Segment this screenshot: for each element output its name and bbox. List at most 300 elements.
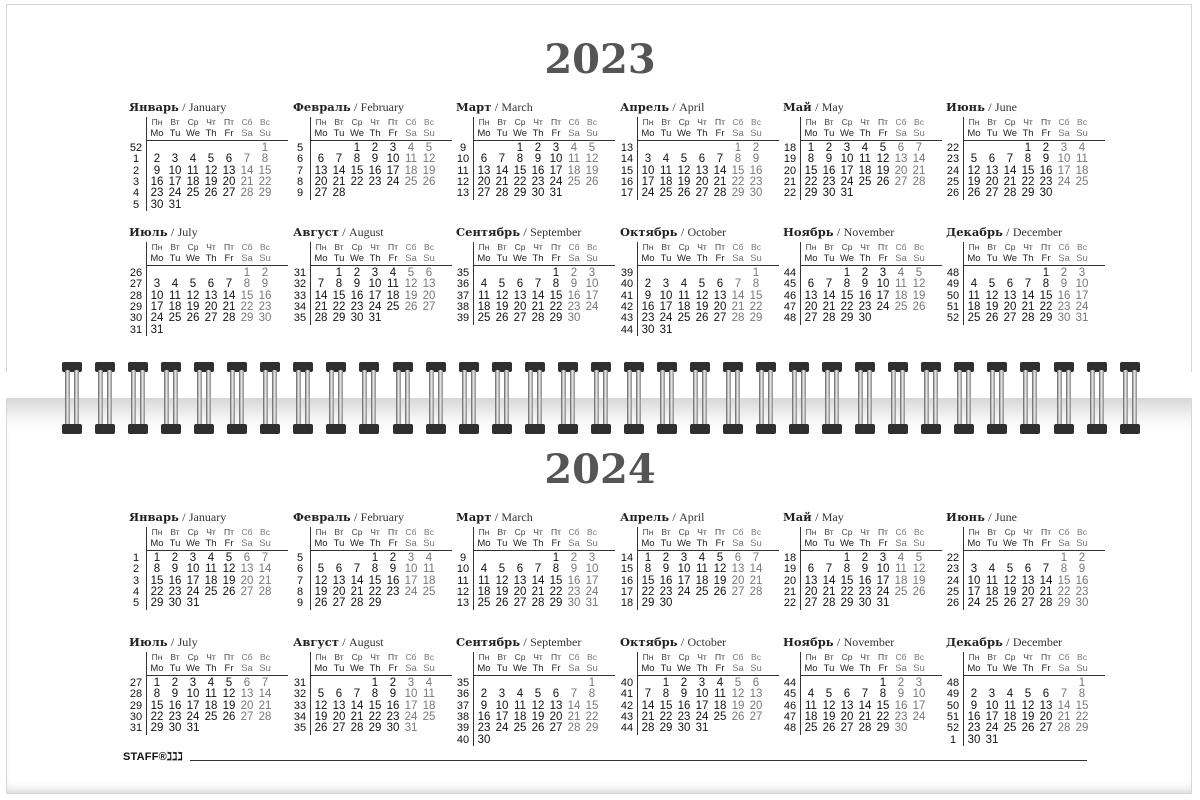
weekday-header-ru: Вт <box>824 527 834 537</box>
header-rule <box>473 265 615 266</box>
weekday-header-en: Fr <box>388 253 398 264</box>
day-cell: 27 <box>240 710 254 723</box>
ring-wire <box>438 370 443 426</box>
weekday-header-en: Mo <box>314 253 328 264</box>
day-cell: 10 <box>186 563 200 576</box>
weekday-header-ru: Ср <box>187 242 199 252</box>
day-cell: 19 <box>531 710 545 723</box>
weekday-header-ru: Вс <box>1077 527 1087 537</box>
day-cell: 13 <box>477 164 491 177</box>
week-rule <box>473 242 474 325</box>
day-cell: 26 <box>731 710 745 723</box>
day-cell: 26 <box>912 585 926 598</box>
ring-cap <box>657 424 677 434</box>
week-number: 17 <box>620 187 634 200</box>
day-cell: 24 <box>659 312 673 325</box>
day-cell: 15 <box>332 289 346 302</box>
weekday-header-ru: Вс <box>914 242 924 252</box>
day-cell: 23 <box>386 710 400 723</box>
weekday-header-en: Fr <box>551 663 561 674</box>
weekday-header-en: Su <box>913 663 925 674</box>
day-cell: 27 <box>894 175 908 188</box>
day-cell: 30 <box>749 187 763 200</box>
header-rule <box>473 675 615 676</box>
weekday-header-en: Fr <box>1041 663 1051 674</box>
day-cell: 5 <box>189 278 197 291</box>
day-cell: 2 <box>1060 267 1068 279</box>
header-rule <box>963 140 1105 141</box>
week-number: 40 <box>620 278 634 291</box>
day-cell: 18 <box>894 289 908 302</box>
month-title <box>293 225 384 240</box>
day-cell: 14 <box>350 699 364 712</box>
weekday-header-en: We <box>1002 128 1018 139</box>
ring-wire <box>603 370 608 426</box>
day-cell: 17 <box>386 164 400 177</box>
weekday-header-ru: Ср <box>841 652 853 662</box>
month-april-2024 <box>620 510 780 630</box>
day-cell: 6 <box>317 153 325 166</box>
day-cell: 6 <box>716 278 724 291</box>
day-cell: 27 <box>1039 722 1053 735</box>
day-cell: 2 <box>680 677 688 689</box>
weekday-header-en: Th <box>205 538 217 549</box>
week-rule <box>800 242 801 325</box>
day-cell: 19 <box>912 574 926 587</box>
day-cell: 18 <box>967 300 981 313</box>
weekday-header-ru: Пт <box>877 527 888 537</box>
day-cell: 7 <box>1060 688 1068 701</box>
day-cell: 22 <box>641 585 655 598</box>
week-number: 8 <box>296 175 304 188</box>
weekday-header-ru: Вт <box>334 652 344 662</box>
weekday-header-en: Su <box>1076 128 1088 139</box>
weekday-header-en: Tu <box>823 663 835 674</box>
day-cell: 5 <box>970 153 978 166</box>
day-cell: 5 <box>698 278 706 291</box>
spiral-ring <box>624 362 644 434</box>
weekday-header-en: Sa <box>1058 663 1070 674</box>
day-cell: 26 <box>495 597 509 610</box>
day-cell: 18 <box>477 300 491 313</box>
month-title <box>620 635 726 650</box>
weekday-header-en: We <box>1002 663 1018 674</box>
month-november-2024 <box>783 635 943 755</box>
week-number: 41 <box>620 289 634 302</box>
day-cell: 31 <box>404 722 418 735</box>
month-name-ru: Август <box>293 635 339 649</box>
weekday-header-ru: Пн <box>478 242 490 252</box>
day-cell: 6 <box>1042 688 1050 701</box>
month-name-en: December <box>1012 635 1063 649</box>
day-cell: 14 <box>749 563 763 576</box>
ring-wire <box>1023 370 1028 426</box>
day-cell: 16 <box>386 574 400 587</box>
day-cell: 10 <box>641 164 655 177</box>
header-rule <box>146 265 288 266</box>
weekday-header-en: Fr <box>388 538 398 549</box>
month-september-2024 <box>456 635 616 755</box>
ring-wire <box>735 370 740 426</box>
ring-wire <box>858 370 863 426</box>
day-cell: 29 <box>549 312 563 325</box>
day-cell: 1 <box>552 267 560 279</box>
day-cell: 6 <box>552 688 560 701</box>
day-cell: 21 <box>531 300 545 313</box>
day-cell: 11 <box>714 688 726 701</box>
ring-wire <box>801 370 806 426</box>
month-title <box>946 510 1017 525</box>
weekday-header-en: Tu <box>496 538 508 549</box>
day-cell: 7 <box>1024 278 1032 291</box>
day-cell: 27 <box>332 597 346 610</box>
week-rule <box>637 652 638 735</box>
day-cell: 27 <box>477 187 491 200</box>
month-name-ru: Июнь <box>946 510 985 524</box>
weekday-header-ru: Пн <box>315 652 327 662</box>
day-cell: 27 <box>695 187 709 200</box>
weekday-header-en: Su <box>1076 538 1088 549</box>
day-cell: 9 <box>534 153 542 166</box>
ring-cap <box>822 424 842 434</box>
weekday-header-en: We <box>512 253 528 264</box>
weekday-header-ru: Сб <box>241 117 253 127</box>
day-cell: 9 <box>752 153 760 166</box>
week-number: 29 <box>129 699 143 712</box>
week-number: 43 <box>620 710 634 723</box>
spiral-ring <box>161 362 181 434</box>
ring-cap <box>888 424 908 434</box>
week-number: 18 <box>783 142 797 154</box>
day-cell: 2 <box>570 552 578 564</box>
day-cell: 5 <box>1006 563 1014 576</box>
ring-cap <box>921 424 941 434</box>
day-cell: 31 <box>168 198 182 211</box>
day-cell: 26 <box>713 585 727 598</box>
month-august-2023 <box>293 225 453 345</box>
spiral-ring <box>987 362 1007 434</box>
weekday-header-en: Tu <box>496 128 508 139</box>
day-cell: 4 <box>480 278 488 291</box>
week-number: 49 <box>946 278 960 291</box>
day-cell: 24 <box>585 300 599 313</box>
day-cell: 1 <box>644 552 652 564</box>
day-cell: 14 <box>713 164 727 177</box>
week-number: 52 <box>129 142 143 154</box>
day-cell: 4 <box>425 677 433 689</box>
weekday-header-en: Sa <box>568 538 580 549</box>
day-cell: 25 <box>695 585 709 598</box>
day-cell: 12 <box>876 153 890 166</box>
day-cell: 30 <box>350 312 364 325</box>
weekday-header-en: Su <box>259 663 271 674</box>
weekday-header-ru: Ср <box>351 652 363 662</box>
day-cell: 16 <box>567 574 581 587</box>
weekday-header-en: Mo <box>967 253 981 264</box>
month-march-2023 <box>456 100 616 220</box>
day-cell: 30 <box>1057 312 1071 325</box>
day-cell: 27 <box>513 312 527 325</box>
month-name-ru: Ноябрь <box>783 635 834 649</box>
ring-wire <box>957 370 962 426</box>
day-cell: 10 <box>1075 278 1089 291</box>
month-title <box>456 225 581 240</box>
weekday-header-ru: Ср <box>351 117 363 127</box>
ring-wire <box>1132 370 1137 426</box>
weekday-header-ru: Вс <box>587 527 597 537</box>
weekday-header-en: Sa <box>1058 253 1070 264</box>
day-cell: 2 <box>662 552 670 564</box>
day-cell: 16 <box>258 289 272 302</box>
day-cell: 3 <box>407 552 415 564</box>
day-cell: 1 <box>371 552 379 564</box>
day-cell: 5 <box>680 153 688 166</box>
weekday-header-ru: Вт <box>497 527 507 537</box>
ring-wire <box>999 370 1004 426</box>
day-cell: 15 <box>731 164 745 177</box>
day-cell: 28 <box>350 722 364 735</box>
spiral-ring <box>194 362 214 434</box>
weekday-header-en: Mo <box>641 663 655 674</box>
day-cell: 16 <box>368 164 382 177</box>
day-cell: 10 <box>967 574 981 587</box>
day-cell: 20 <box>513 585 527 598</box>
day-cell: 27 <box>549 722 563 735</box>
day-cell: 31 <box>876 597 890 610</box>
weekday-header-ru: Пн <box>151 242 163 252</box>
ring-wire <box>338 370 343 426</box>
year-title-2023: 2023 <box>544 36 656 83</box>
day-cell: 19 <box>422 164 436 177</box>
day-cell: 26 <box>531 722 545 735</box>
month-name-ru: Октябрь <box>620 635 678 649</box>
day-cell: 20 <box>549 710 563 723</box>
day-cell: 18 <box>386 289 400 302</box>
day-cell: 3 <box>879 267 887 279</box>
weekday-header-ru: Вс <box>260 242 270 252</box>
day-cell: 6 <box>243 552 251 564</box>
day-cell: 7 <box>1042 563 1050 576</box>
ring-wire <box>636 370 641 426</box>
weekday-header-ru: Пн <box>805 117 817 127</box>
day-cell: 20 <box>332 585 346 598</box>
week-number: 9 <box>296 187 304 200</box>
weekday-header-ru: Ср <box>351 242 363 252</box>
day-cell: 16 <box>677 699 691 712</box>
day-cell: 18 <box>422 699 436 712</box>
day-cell: 24 <box>168 187 182 200</box>
week-number: 2 <box>132 164 140 177</box>
month-name-ru: Январь <box>129 100 179 114</box>
day-cell: 12 <box>531 699 545 712</box>
week-rule <box>473 652 474 746</box>
day-cell: 30 <box>967 733 981 746</box>
week-number: 16 <box>620 574 634 587</box>
header-rule <box>146 675 288 676</box>
weekday-header-ru: Пт <box>387 527 398 537</box>
month-name-ru: Май <box>783 510 812 524</box>
weekday-header-en: Sa <box>241 538 253 549</box>
weekday-header-ru: Вт <box>661 117 671 127</box>
day-cell: 21 <box>531 585 545 598</box>
day-cell: 3 <box>1078 267 1086 279</box>
day-cell: 15 <box>368 699 382 712</box>
week-rule <box>800 527 801 610</box>
day-cell: 22 <box>1057 585 1071 598</box>
ring-cap <box>393 424 413 434</box>
day-cell: 20 <box>804 300 818 313</box>
day-cell: 1 <box>843 267 851 279</box>
day-cell: 30 <box>150 198 164 211</box>
day-cell: 4 <box>407 142 415 154</box>
day-cell: 19 <box>585 164 599 177</box>
week-number: 3 <box>132 175 140 188</box>
day-cell: 13 <box>332 574 346 587</box>
weekday-header-en: We <box>512 663 528 674</box>
week-number: 35 <box>293 722 307 735</box>
day-cell: 30 <box>567 597 581 610</box>
week-number: 44 <box>620 323 634 336</box>
ring-cap <box>1020 424 1040 434</box>
month-name-ru: Январь <box>129 510 179 524</box>
week-number: 13 <box>456 187 470 200</box>
day-cell: 17 <box>840 164 854 177</box>
day-cell: 19 <box>731 699 745 712</box>
day-cell: 1 <box>588 677 596 689</box>
day-cell: 28 <box>531 312 545 325</box>
month-name-ru: Декабрь <box>946 635 1003 649</box>
day-cell: 26 <box>404 300 418 313</box>
week-number: 44 <box>783 267 797 279</box>
day-cell: 19 <box>967 175 981 188</box>
day-cell: 16 <box>858 574 872 587</box>
header-rule <box>800 675 942 676</box>
day-cell: 27 <box>731 585 745 598</box>
weekday-header-ru: Ср <box>841 527 853 537</box>
weekday-header-en: Sa <box>1058 128 1070 139</box>
day-cell: 24 <box>641 187 655 200</box>
day-cell: 9 <box>1060 278 1068 291</box>
spiral-ring <box>426 362 446 434</box>
day-cell: 21 <box>1057 710 1071 723</box>
weekday-header-en: Su <box>913 538 925 549</box>
weekday-header-ru: Чт <box>860 527 870 537</box>
week-number: 32 <box>293 278 307 291</box>
day-cell: 21 <box>222 300 236 313</box>
day-cell: 7 <box>534 278 542 291</box>
weekday-header-en: We <box>185 253 201 264</box>
day-cell: 1 <box>353 142 361 154</box>
spiral-ring <box>855 362 875 434</box>
day-cell: 13 <box>894 153 908 166</box>
weekday-header-en: Mo <box>314 538 328 549</box>
spiral-ring <box>591 362 611 434</box>
weekday-header-ru: Вт <box>661 527 671 537</box>
header-rule <box>963 265 1105 266</box>
week-number: 31 <box>129 722 143 735</box>
day-cell: 6 <box>516 563 524 576</box>
weekday-header-ru: Пн <box>315 242 327 252</box>
day-cell: 16 <box>641 300 655 313</box>
weekday-header-en: Th <box>696 128 708 139</box>
weekday-header-ru: Сб <box>732 242 744 252</box>
month-separator: / <box>815 100 819 114</box>
week-number: 15 <box>620 164 634 177</box>
day-cell: 12 <box>912 278 926 291</box>
day-cell: 6 <box>807 278 815 291</box>
weekday-header-ru: Сб <box>405 652 417 662</box>
month-name-en: July <box>177 635 198 649</box>
week-number: 18 <box>783 552 797 564</box>
ring-wire <box>867 370 872 426</box>
weekday-header-en: Su <box>586 128 598 139</box>
ring-wire <box>891 370 896 426</box>
header-rule <box>963 675 1105 676</box>
day-cell: 20 <box>840 710 854 723</box>
weekday-header-en: Fr <box>224 253 234 264</box>
weekday-header-en: We <box>839 253 855 264</box>
day-cell: 6 <box>988 153 996 166</box>
month-title <box>293 510 404 525</box>
day-cell: 1 <box>371 677 379 689</box>
day-cell: 13 <box>513 574 527 587</box>
day-cell: 27 <box>1021 597 1035 610</box>
day-cell: 13 <box>1003 289 1017 302</box>
day-cell: 5 <box>498 563 506 576</box>
month-february-2023 <box>293 100 453 220</box>
day-cell: 11 <box>895 278 907 291</box>
week-rule <box>637 242 638 336</box>
month-separator: / <box>523 225 527 239</box>
ring-wire <box>495 370 500 426</box>
weekday-header-en: Th <box>859 128 871 139</box>
day-cell: 25 <box>677 312 691 325</box>
day-cell: 3 <box>680 552 688 564</box>
week-number: 13 <box>620 142 634 154</box>
weekday-header-en: Fr <box>224 128 234 139</box>
day-cell: 5 <box>1024 688 1032 701</box>
week-number: 50 <box>946 699 960 712</box>
weekday-header-en: Th <box>205 253 217 264</box>
weekday-header-ru: Ср <box>187 527 199 537</box>
week-number: 6 <box>296 153 304 166</box>
week-number: 35 <box>456 677 470 689</box>
weekday-header-ru: Пн <box>805 527 817 537</box>
day-cell: 16 <box>386 699 400 712</box>
day-cell: 18 <box>513 710 527 723</box>
day-cell: 21 <box>258 574 272 587</box>
day-cell: 1 <box>879 677 887 689</box>
weekday-header-ru: Чт <box>370 117 380 127</box>
month-separator: / <box>988 100 992 114</box>
day-cell: 4 <box>1078 142 1086 154</box>
weekday-header-en: Sa <box>568 663 580 674</box>
day-cell: 29 <box>585 722 599 735</box>
day-cell: 21 <box>258 699 272 712</box>
day-cell: 2 <box>153 153 161 166</box>
month-june-2024 <box>946 510 1106 630</box>
week-number: 45 <box>783 278 797 291</box>
day-cell: 28 <box>222 312 236 325</box>
day-cell: 5 <box>716 552 724 564</box>
day-cell: 30 <box>659 597 673 610</box>
weekday-header-ru: Вс <box>751 242 761 252</box>
week-number: 28 <box>129 289 143 302</box>
ring-cap <box>359 424 379 434</box>
weekday-header-ru: Вт <box>824 652 834 662</box>
day-cell: 15 <box>549 289 563 302</box>
header-rule <box>310 265 452 266</box>
